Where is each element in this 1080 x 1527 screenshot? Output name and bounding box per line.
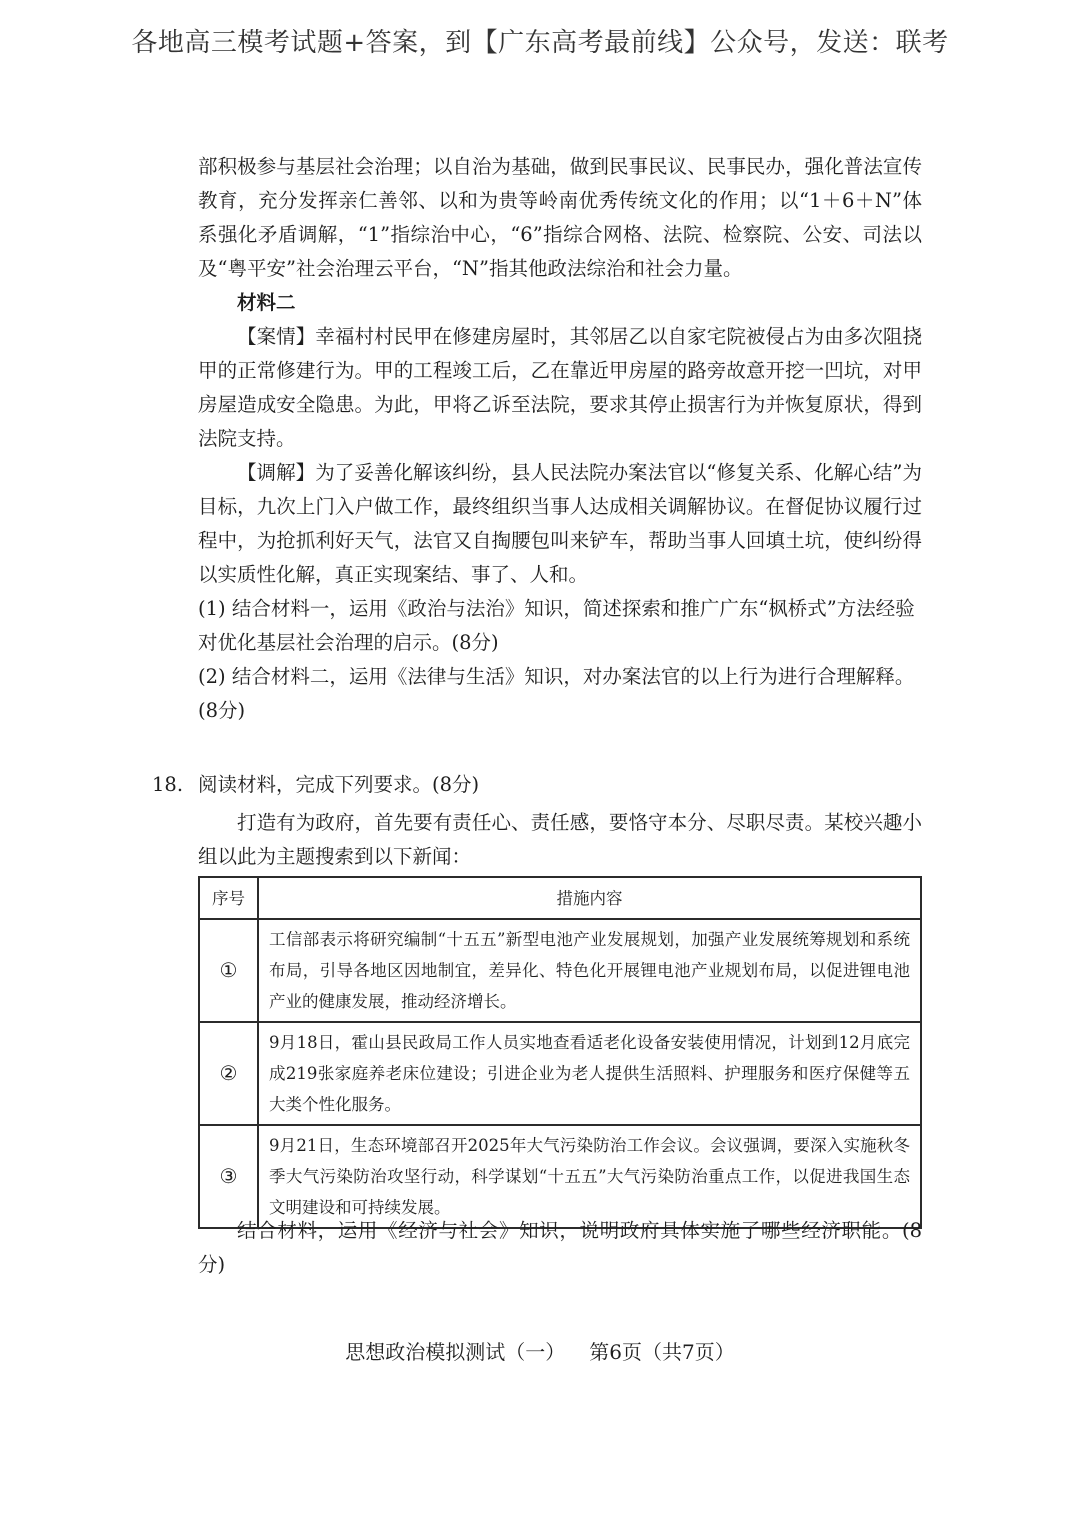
question-18-intro-block (198, 806, 922, 874)
row-index: ③ (199, 1125, 258, 1228)
table-row (199, 1022, 921, 1125)
page-footer (0, 1336, 1080, 1365)
exam-title: 思想政治模拟测试（一） (345, 1340, 566, 1364)
question-18-heading (152, 768, 922, 802)
row-content: 9月21日，生态环境部召开2025年大气污染防治工作会议。会议强调，要深入实施秋冬季大气污染防治攻坚行动，科学谋划“十五五”大气污染防治重点工作，以促进我国生态文明建设和可持续发展。 (258, 1125, 921, 1228)
question-18-number: 18. (152, 773, 184, 796)
question-18-prompt-block (198, 1214, 922, 1282)
material-2-case: 【案情】幸福村村民甲在修建房屋时，其邻居乙以自家宅院被侵占为由多次阻挠甲的正常修建行为。甲的工程竣工后，乙在靠近甲房屋的路旁故意开挖一凹坑，对甲房屋造成安全隐患。为此，甲将乙诉至法院，要求其停止损害行为并恢复原状，得到法院支持。 (198, 325, 922, 450)
material-2-mediation: 【调解】为了妥善化解该纠纷，县人民法院办案法官以“修复关系、化解心结”为目标，九次上门入户做工作，最终组织当事人达成相关调解协议。在督促协议履行过程中，为抢抓利好天气，法官又自掏腰包叫来铲车，帮助当事人回填土坑，使纠纷得以实质性化解，真正实现案结、事了、人和。 (198, 461, 922, 586)
table-row (199, 1125, 921, 1228)
row-index: ① (199, 919, 258, 1022)
question-18-intro: 打造有为政府，首先要有责任心、责任感，要恪守本分、尽职尽责。某校兴趣小组以此为主题搜索到以下新闻： (198, 811, 922, 868)
question-18-prompt: 结合材料，运用《经济与社会》知识，说明政府具体实施了哪些经济职能。(8分) (198, 1219, 922, 1276)
page-number: 第6页（共7页） (589, 1340, 735, 1364)
material-2-heading: 材料二 (237, 291, 296, 314)
question-17-body (198, 150, 922, 728)
table-row (199, 919, 921, 1022)
header-content: 措施内容 (258, 877, 921, 919)
question-17-1: (1) 结合材料一，运用《政治与法治》知识，简述探索和推广广东“枫桥式”方法经验对优化基层社会治理的启示。(8分) (198, 597, 915, 654)
row-index: ② (199, 1022, 258, 1125)
question-17-2: (2) 结合材料二，运用《法律与生活》知识，对办案法官的以上行为进行合理解释。(8分) (198, 665, 915, 722)
question-18-title: 阅读材料，完成下列要求。(8分) (198, 773, 480, 796)
table-header-row (199, 877, 921, 919)
measures-table (198, 876, 922, 1229)
header-index: 序号 (199, 877, 258, 919)
row-content: 9月18日，霍山县民政局工作人员实地查看适老化设备安装使用情况，计划到12月底完成219张家庭养老床位建设；引进企业为老人提供生活照料、护理服务和医疗保健等五大类个性化服务。 (258, 1022, 921, 1125)
row-content: 工信部表示将研究编制“十五五”新型电池产业发展规划，加强产业发展统筹规划和系统布局，引导各地区因地制宜，差异化、特色化开展锂电池产业规划布局，以促进锂电池产业的健康发展，推动经济增长。 (258, 919, 921, 1022)
material-1-tail: 部积极参与基层社会治理；以自治为基础，做到民事民议、民事民办，强化普法宣传教育，充分发挥亲仁善邻、以和为贵等岭南优秀传统文化的作用；以“1＋6＋N”体系强化矛盾调解，“1”指综治中心，“6”指综合网格、法院、检察院、公安、司法以及“粤平安”社会治理云平台，“N”指其他政法综治和社会力量。 (198, 155, 922, 280)
promo-banner: 各地高三模考试题+答案，到【广东高考最前线】公众号，发送：联考 (131, 28, 949, 58)
